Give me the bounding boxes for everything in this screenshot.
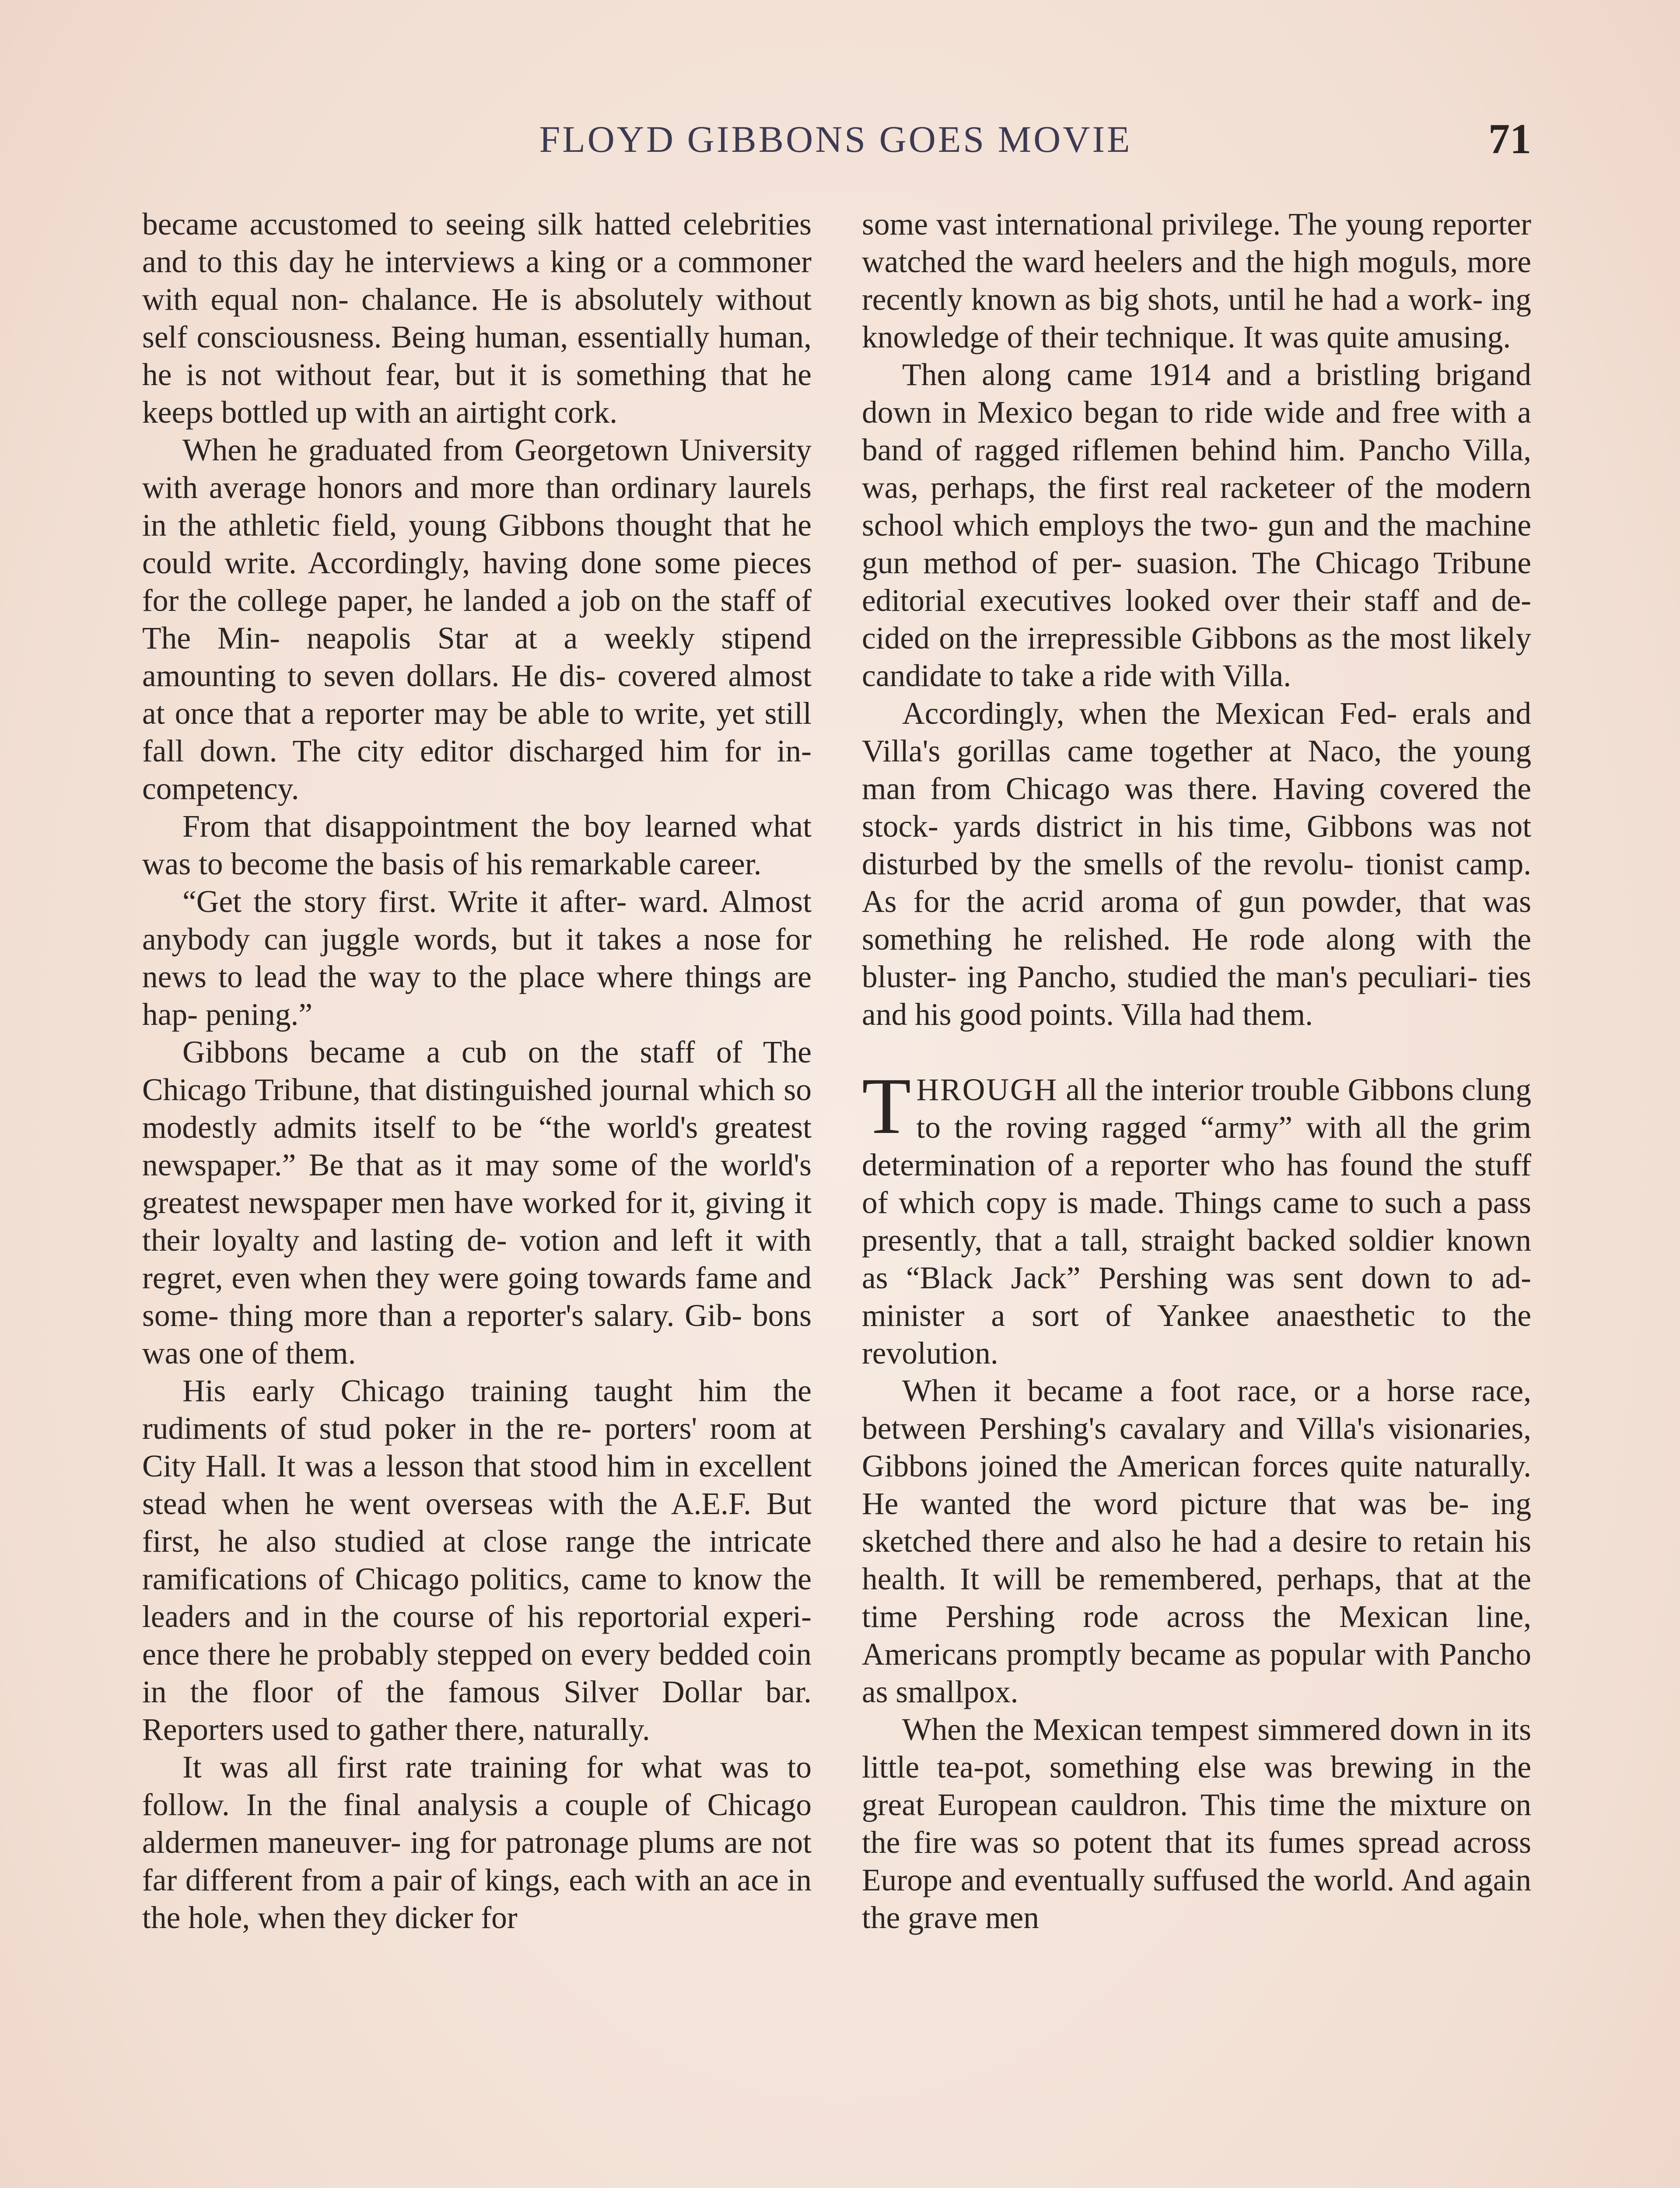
left-column	[142, 206, 812, 1937]
paragraph: When the Mexican tempest simmered down in its little tea-pot, something else was brewing in the great European cauldron. This time the mixture on the fire was so potent that its fumes spread across Europe and eventually suffused the world. And again the grave men	[862, 1712, 1531, 1935]
section-break	[862, 1034, 1531, 1071]
right-column	[862, 206, 1531, 1937]
paragraph: When it became a foot race, or a horse race, between Pershing's cavalary and Villa's visionaries, Gibbons joined the American forces quite naturally. He wanted the word picture that was be- ing sketched there and also he had a desire to retain his health. It will be remembered, perhaps, that at the time Pershing rode across the Mexican line, Americans promptly became as popular with Pancho as smallpox.	[862, 1374, 1531, 1709]
paragraph: “Get the story first. Write it after- ward. Almost anybody can juggle words, but it takes a nose for news to lead the way to the place where things are hap- pening.”	[142, 884, 812, 1032]
dropcap-paragraph-text: all the interior trouble Gibbons clung to the roving ragged “army” with all the grim determination of a reporter who has found the stuff of which copy is made. Things came to such a pass presently, that a tall, straight backed soldier known as “Black Jack” Pershing was sent down to ad- minister a sort of Yankee anaesthetic to the revolution.	[862, 1073, 1531, 1371]
paragraph: Gibbons became a cub on the staff of The Chicago Tribune, that distinguished journal which so modestly admits itself to be “the world's greatest newspaper.” Be that as it may some of the world's greatest newspaper men have worked for it, giving it their loyalty and lasting de- votion and left it with regret, even when they were going towards fame and some- thing more than a reporter's salary. Gib- bons was one of them.	[142, 1035, 812, 1371]
paragraph: From that disappointment the boy learned what was to become the basis of his remarkable career.	[142, 809, 812, 881]
page-number: 71	[1488, 116, 1531, 163]
dropcap-paragraph	[862, 1061, 1531, 1372]
paragraph: Then along came 1914 and a bristling brigand down in Mexico began to ride wide and free with a band of ragged riflemen behind him. Pancho Villa, was, perhaps, the first real racketeer of the modern school which employs the two- gun and the machine gun method of per- suasion. The Chicago Tribune editorial executives looked over their staff and de- cided on the irrepressible Gibbons as the most likely candidate to take a ride with Villa.	[862, 358, 1531, 693]
drop-cap: T	[862, 1061, 911, 1150]
dropcap-word-rest: HROUGH	[916, 1073, 1058, 1107]
paragraph: some vast international privilege. The young reporter watched the ward heelers and the high moguls, more recently known as big shots, until he had a work- ing knowledge of their technique. It was quite amusing.	[862, 207, 1531, 354]
paragraph: It was all first rate training for what was to follow. In the final analysis a couple of Chicago aldermen maneuver- ing for patronage plums are not far different from a pair of kings, each with an ace in the hole, when they dicker for	[142, 1750, 812, 1935]
page-header	[131, 117, 1540, 165]
paragraph: When he graduated from Georgetown University with average honors and more than ordinary laurels in the athletic field, young Gibbons thought that he could write. Accordingly, having done some pieces for the college paper, he landed a job on the staff of The Min- neapolis Star at a weekly stipend amounting to seven dollars. He dis- covered almost at once that a reporter may be able to write, yet still fall down. The city editor discharged him for in- competency.	[142, 433, 812, 806]
paragraph: became accustomed to seeing silk hatted celebrities and to this day he interviews a king or a commoner with equal non- chalance. He is absolutely without self consciousness. Being human, essentially human, he is not without fear, but it is something that he keeps bottled up with an airtight cork.	[142, 207, 812, 430]
running-head: FLOYD GIBBONS GOES MOVIE	[539, 118, 1132, 160]
paragraph: Accordingly, when the Mexican Fed- erals and Villa's gorillas came together at Naco, the young man from Chicago was there. Having covered the stock- yards district in his time, Gibbons was not disturbed by the smells of the revolu- tionist camp. As for the acrid aroma of gun powder, that was something he relished. He rode along with the bluster- ing Pancho, studied the man's peculiari- ties and his good points. Villa had them.	[862, 696, 1531, 1032]
paragraph: His early Chicago training taught him the rudiments of stud poker in the re- porters' room at City Hall. It was a lesson that stood him in excellent stead when he went overseas with the A.E.F. But first, he also studied at close range the intricate ramifications of Chicago politics, came to know the leaders and in the course of his reportorial experi- ence there he probably stepped on every bedded coin in the floor of the famous Silver Dollar bar. Reporters used to gather there, naturally.	[142, 1374, 812, 1747]
